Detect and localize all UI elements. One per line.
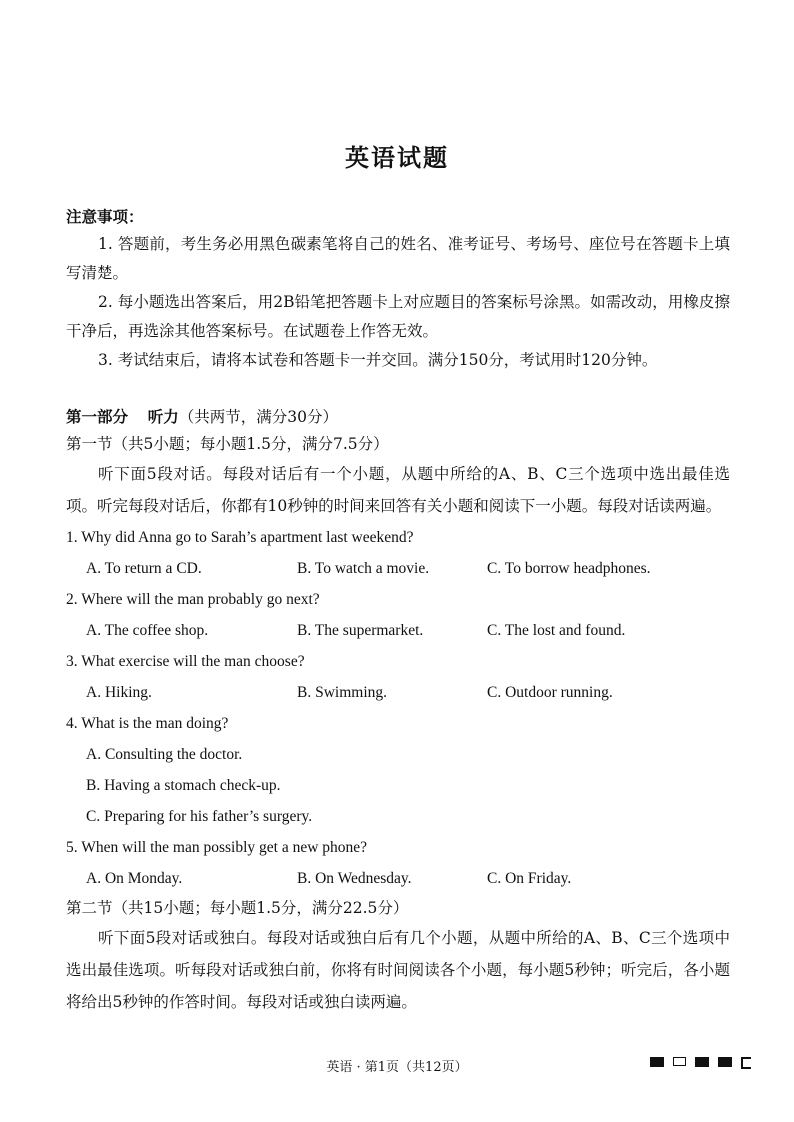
question-stem: 4. What is the man doing? (66, 715, 229, 732)
option-b: B. Swimming. (297, 684, 388, 701)
part-label: 第一部分 (66, 407, 129, 426)
option-row (66, 553, 730, 584)
part-one (66, 404, 730, 1018)
option-b: B. To watch a movie. (297, 560, 430, 577)
option-c: C. Outdoor running. (487, 684, 613, 701)
exam-title: 英语试题 (345, 143, 449, 172)
question-stem: 1. Why did Anna go to Sarah’s apartment last weekend? (66, 529, 414, 546)
option-b: B. The supermarket. (297, 622, 424, 639)
scan-mark (695, 1057, 709, 1067)
option-c: C. On Friday. (487, 870, 572, 887)
scan-mark (673, 1057, 686, 1066)
section-two-instructions: 听下面5段对话或独白。每段对话或独白后有几个小题，从题中所给的A、B、C三个选项中选出最佳选项。听每段对话或独白前，你将有时间阅读各个小题，每小题5秒钟；听完后，各小题将给出5秒钟的作答时间。每段对话或独白读两遍。 (66, 929, 730, 1011)
section-one-instructions: 听下面5段对话。每段对话后有一个小题，从题中所给的A、B、C三个选项中选出最佳选项。听完每段对话后，你都有10秒钟的时间来回答有关小题和阅读下一小题。每段对话读两遍。 (66, 465, 730, 515)
option-a: A. Hiking. (86, 684, 152, 701)
note-item: 3. 考试结束后，请将本试卷和答题卡一并交回。满分150分，考试用时120分钟。 (98, 351, 658, 369)
scan-mark (741, 1057, 751, 1069)
part-heading (66, 404, 730, 430)
option-b: B. Having a stomach check-up. (86, 777, 281, 794)
part-info: （共两节，满分30分） (178, 408, 338, 426)
option-a: A. To return a CD. (86, 560, 202, 577)
notes-heading: 注意事项： (66, 207, 144, 226)
scan-marks (650, 1057, 751, 1069)
scan-mark (650, 1057, 664, 1067)
option-row (66, 863, 730, 894)
note-item: 2. 每小题选出答案后，用2B铅笔把答题卡上对应题目的答案标号涂黑。如需改动，用橡皮擦干净后，再选涂其他答案标号。在试题卷上作答无效。 (66, 293, 730, 340)
part-name: 听力 (147, 407, 179, 426)
notes-block (66, 205, 730, 375)
option-row (66, 615, 730, 646)
option-a: A. Consulting the doctor. (86, 746, 243, 763)
question-stem: 5. When will the man possibly get a new phone? (66, 839, 368, 856)
option-c: C. Preparing for his father’s surgery. (86, 808, 313, 825)
question-stem: 2. Where will the man probably go next? (66, 591, 320, 608)
option-a: A. The coffee shop. (86, 622, 209, 639)
page-footer: 英语 · 第1页（共12页） (326, 1060, 468, 1075)
option-row (66, 677, 730, 708)
option-c: C. To borrow headphones. (487, 560, 651, 577)
note-item: 1. 答题前，考生务必用黑色碳素笔将自己的姓名、准考证号、考场号、座位号在答题卡上填写清楚。 (66, 235, 730, 282)
option-c: C. The lost and found. (487, 622, 626, 639)
option-b: B. On Wednesday. (297, 870, 412, 887)
section-one-heading: 第一节（共5小题；每小题1.5分，满分7.5分） (66, 435, 389, 453)
section-two-heading: 第二节（共15小题；每小题1.5分，满分22.5分） (66, 899, 409, 917)
option-a: A. On Monday. (86, 870, 183, 887)
question-stem: 3. What exercise will the man choose? (66, 653, 305, 670)
scan-mark (718, 1057, 732, 1067)
